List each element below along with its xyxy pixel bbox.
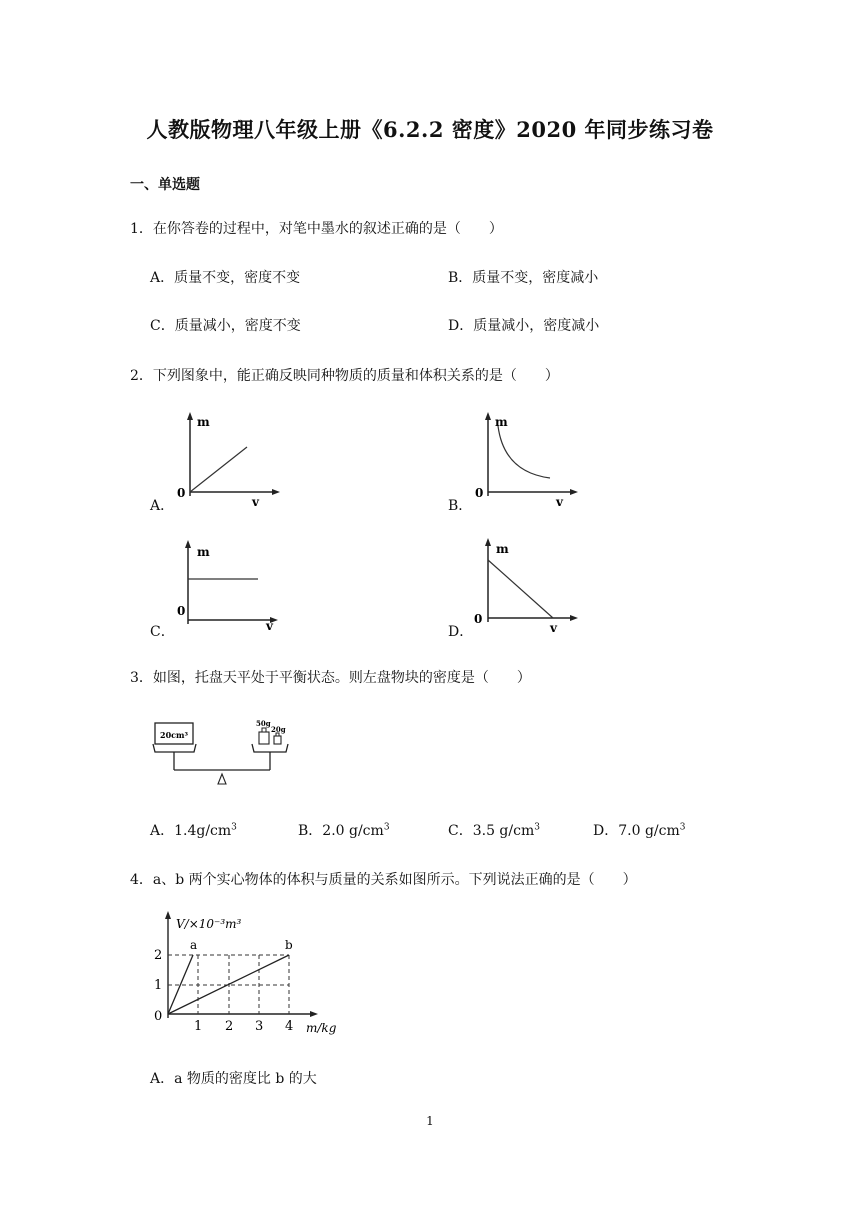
q2-graph-b [470,410,585,510]
svg-text:v: v [556,495,563,509]
q2-option-b: B． [448,498,473,514]
q2-graph-c [170,538,285,638]
q1-option-d: D．质量减小，密度减小 [448,318,600,334]
label-b: b [285,938,293,952]
q2-option-c: C． [150,624,175,640]
weight-20g-label: 20g [271,725,286,734]
svg-text:2: 2 [154,948,163,963]
q3-balance-figure [150,712,310,788]
svg-text:1: 1 [194,1019,203,1034]
page-title: 人教版物理八年级上册《6.2.2 密度》2020 年同步练习卷 [146,117,714,142]
q2-graph-a [172,410,287,510]
svg-text:3: 3 [255,1019,264,1034]
svg-text:v: v [252,495,259,509]
svg-text:0: 0 [177,604,186,618]
q1-option-b: B．质量不变，密度减小 [448,270,599,286]
question-2-stem: 2．下列图象中，能正确反映同种物质的质量和体积关系的是（ ） [130,368,559,384]
question-4-stem: 4．a、b 两个实心物体的体积与质量的关系如图所示。下列说法正确的是（ ） [130,872,637,888]
question-3-stem: 3．如图，托盘天平处于平衡状态。则左盘物块的密度是（ ） [130,670,531,686]
q3-option-b: B．2.0 $g/cm^3$ [298,822,390,839]
q3-option-d: D．7.0 $g/cm^3$ [593,822,686,839]
svg-text:4: 4 [285,1019,294,1034]
q1-option-c: C．质量减小，密度不变 [150,318,301,334]
q2-option-a: A． [150,498,175,514]
q2-option-d: D． [448,624,474,640]
svg-text:0: 0 [475,486,484,500]
svg-text:v: v [550,621,557,635]
svg-text:0: 0 [474,612,483,626]
q2-graph-d [470,536,585,636]
q1-option-a: A．质量不变，密度不变 [150,270,301,286]
q4-y-axis-label: V/×10⁻³m³ [176,917,242,931]
section-heading: 一、单选题 [130,177,200,193]
svg-text:2: 2 [225,1019,234,1034]
graph-y-label: m [197,415,210,429]
q3-option-a: A．$1.4g/cm^3$ [150,822,237,839]
page-number: 1 [426,1114,434,1128]
q4-option-a: A．a 物质的密度比 b 的大 [150,1071,317,1087]
svg-text:m: m [496,542,509,556]
q4-x-axis-label: m/kg [306,1021,337,1035]
svg-text:0: 0 [154,1009,163,1024]
label-a: a [190,938,198,952]
svg-text:m: m [495,415,508,429]
svg-text:m: m [197,545,210,559]
svg-text:1: 1 [154,978,163,993]
question-1-stem: 1．在你答卷的过程中，对笔中墨水的叙述正确的是（ ） [130,221,503,237]
q3-option-c: C．3.5 $g/cm^3$ [448,822,540,839]
weight-50g-label: 50g [256,719,271,728]
block-volume-label: 20cm³ [160,730,188,740]
svg-text:v: v [266,619,273,633]
q4-volume-mass-graph [146,908,346,1038]
svg-text:0: 0 [177,486,186,500]
